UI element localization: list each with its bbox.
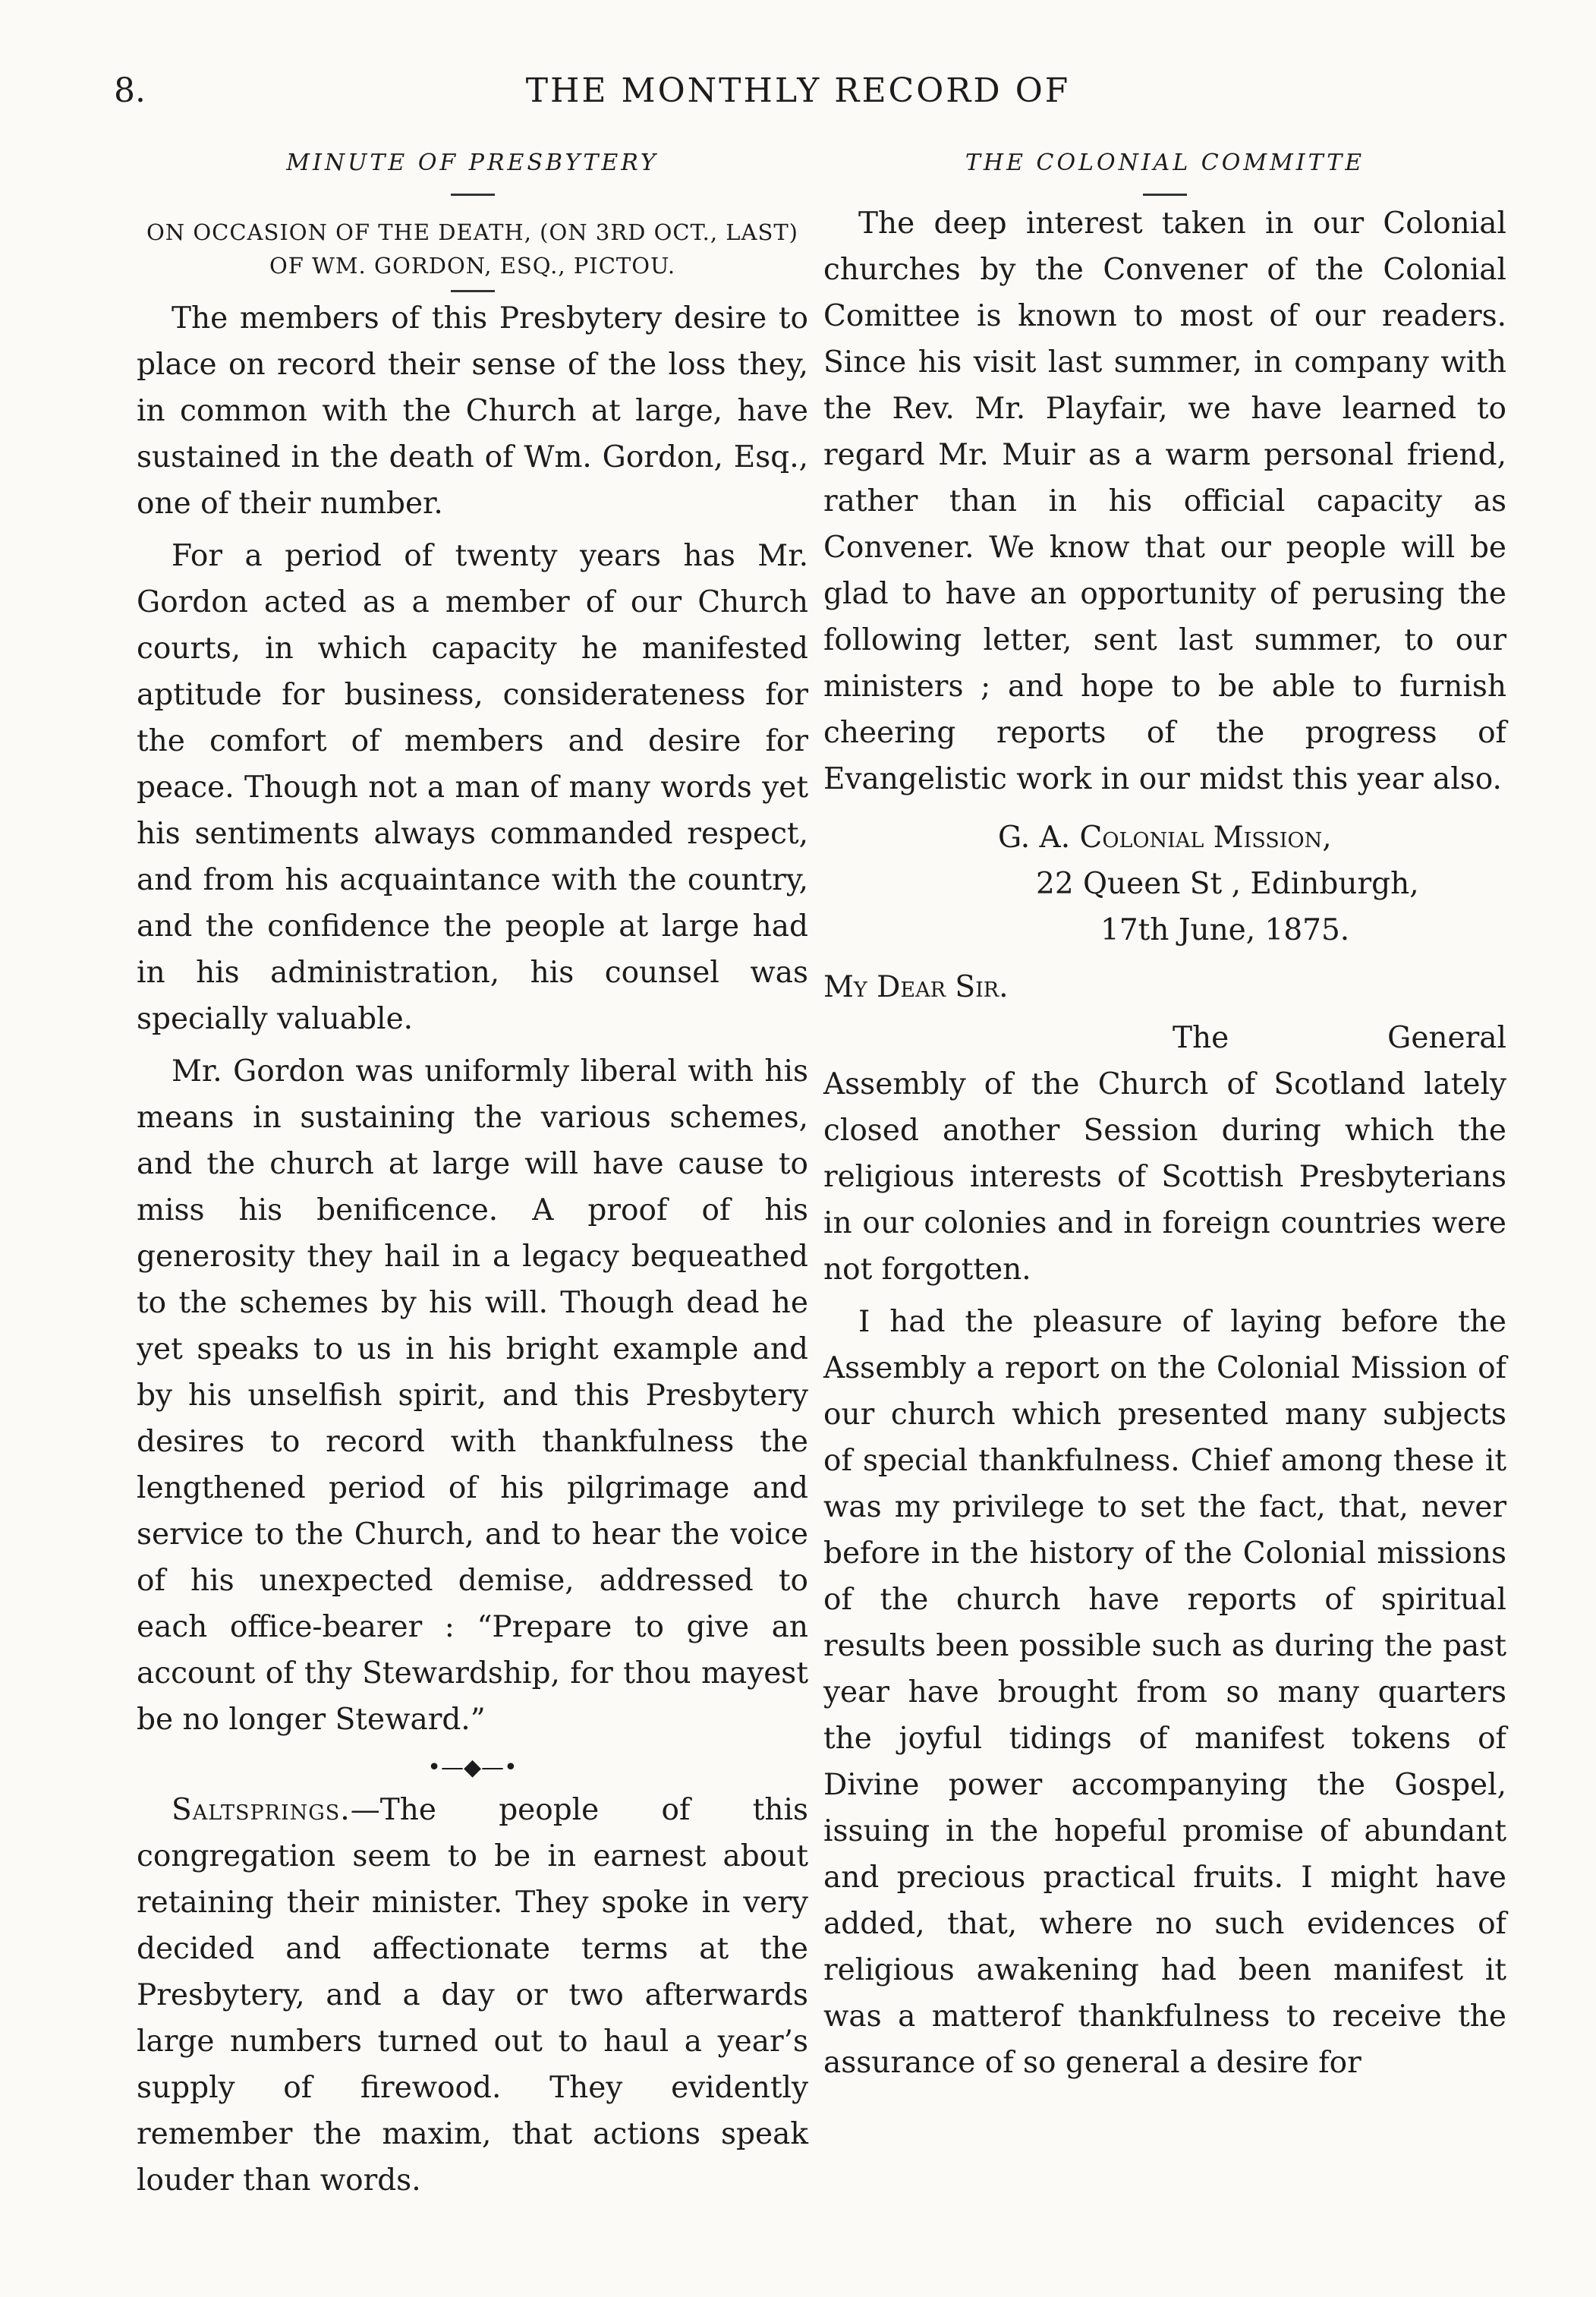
minute-paragraph: For a period of twenty years has Mr. Gordon acted as a member of our Church courts, in which capacity he manifested aptitude for business, considerateness for the comfort of members and desire for peace. Though not a man of many words yet his sentiments always commanded respect, and from his acquaintance with the country, and the confidence the people at large had in his administration, his counsel was specially valuable. [137,539,808,1036]
section-divider-ornament: •—◆—• [427,1754,518,1781]
subheading-rule [451,290,495,292]
committee-intro: The deep interest taken in our Colonial churches by the Convener of the Colonial Comittee is known to most of our readers. Since his visit last summer, in company with the Rev. Mr. Playfair, we have learned to regard Mr. Muir as a warm personal friend, rather than in his official capacity as Convener. We know that our people will be glad to have an opportunity of perusing the following letter, sent last summer, to our ministers ; and hope to be able to furnish cheering reports of the progress of Evangelistic work in our midst this year also. [823,206,1506,796]
letter-paragraph: The General Assembly of the Church of Scotland lately closed another Session during which the religious interests of Scottish Presbyterians in our colonies and in foreign countries were not forgotten. [823,1021,1506,1287]
page-header [0,61,1596,121]
letter-salutation: My Dear Sir. [823,970,1009,1004]
running-title: THE MONTHLY RECORD OF [525,71,1071,110]
right-column [823,140,1506,2092]
letter-address [823,815,1506,953]
page-number: 8. [114,71,146,110]
heading-rule [451,194,495,196]
minute-paragraph: The members of this Presbytery desire to place on record their sense of the loss they, in common with the Church at large, have sustained in the death of Wm. Gordon, Esq., one of their number. [137,301,808,521]
minute-heading: MINUTE OF PRESBYTERY [286,150,659,176]
saltsprings-lead: Saltsprings. [172,1793,351,1827]
minute-paragraph: Mr. Gordon was uniformly liberal with his means in sustaining the various schemes, and the church at large will have cause to miss his benificence. A proof of his generosity they hail in a legacy bequeathed to the schemes by his will. Though dead he yet speaks to us in his bright example and by his unselfish spirit, and this Presbytery desires to record with thankfulness the lengthened period of his pilgrimage and service to the Church, and to hear the voice of his unexpected demise, addressed to each office-bearer : “Prepare to give an account of thy Stewardship, for thou mayest be no longer Steward.” [137,1054,808,1737]
address-line: 17th June, 1875. [1100,913,1350,947]
saltsprings-text: —The people of this congregation seem to be in earnest about retaining their minister. They spoke in very decided and affectionate terms at the Presbytery, and a day or two afterwards large numbers turned out to haul a year’s supply of firewood. They evidently remember the maxim, that actions speak louder than words. [137,1793,808,2198]
address-line: G. A. Colonial Mission, [998,821,1332,855]
letter-paragraph: I had the pleasure of laying before the Assembly a report on the Colonial Mission of our church which presented many subjects of special thankfulness. Chief among these it was my privilege to set the fact, that, never before in the history of the Colonial missions of the church have reports of spiritual results been possible such as during the past year have brought from so many quarters the joyful tidings of manifest tokens of Divine power accompanying the Gospel, issuing in the hopeful promise of abundant and precious practical fruits. I might have added, that, where no such evidences of religious awakening had been manifest it was a matterof thankfulness to receive the assurance of so general a desire for [823,1305,1506,2080]
left-column [137,140,808,2210]
committee-heading: THE COLONIAL COMMITTE [965,150,1365,176]
address-line: 22 Queen St , Edinburgh, [1036,867,1419,901]
saltsprings-paragraph [137,1787,808,2204]
heading-rule [1143,194,1187,196]
minute-subheading: ON OCCASION OF THE DEATH, (ON 3RD OCT., LAST) OF WM. GORDON, ESQ., PICTOU. [146,219,798,279]
